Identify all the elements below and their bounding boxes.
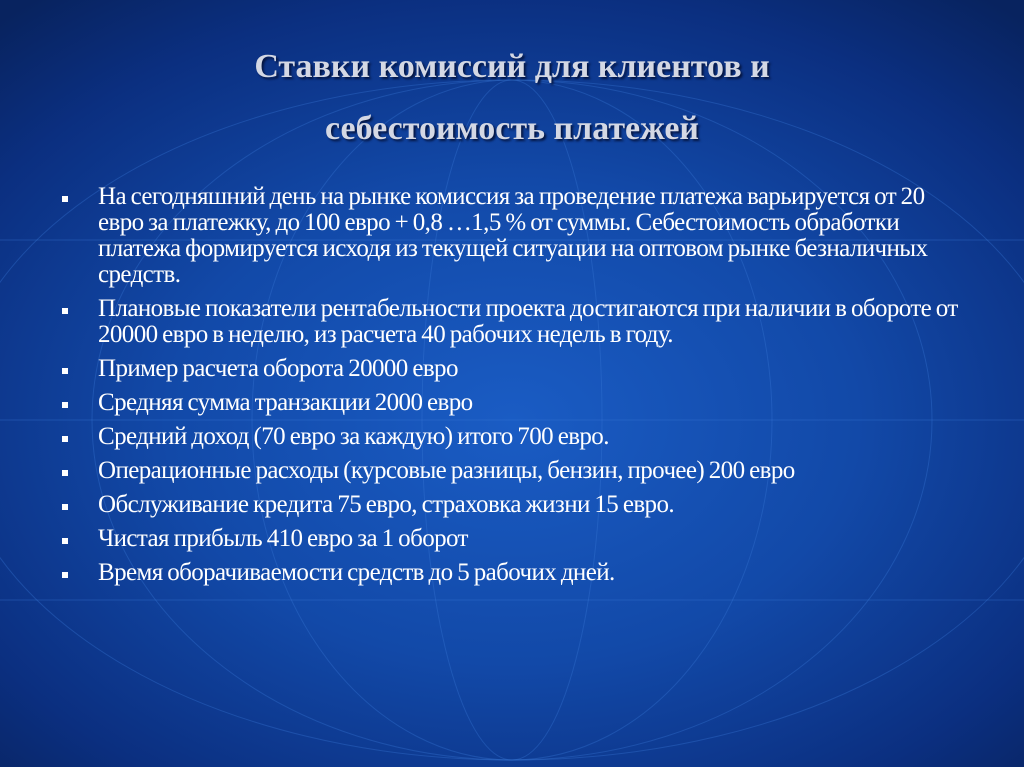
list-item (62, 492, 972, 518)
bullet-square-icon (62, 196, 68, 202)
list-item-text: Средняя сумма транзакции 2000 евро (98, 389, 473, 416)
list-item-text: Плановые показатели рентабельности проекта достигаются при наличии в обороте от 20000 евро в неделю, из расчета 40 рабочих недель в году. (98, 295, 958, 348)
list-item (62, 526, 972, 552)
list-item-text: Обслуживание кредита 75 евро, страховка жизни 15 евро. (98, 491, 675, 518)
list-item-text: Пример расчета оборота 20000 евро (98, 355, 458, 382)
title-line-2: себестоимость платежей (324, 110, 700, 147)
bullet-square-icon (62, 504, 68, 510)
bullet-square-icon (62, 308, 68, 314)
bullet-square-icon (62, 572, 68, 578)
bullet-square-icon (62, 402, 68, 408)
list-item (62, 296, 972, 348)
bullet-square-icon (62, 470, 68, 476)
list-item (62, 184, 972, 288)
list-item-text: Чистая прибыль 410 евро за 1 оборот (98, 525, 468, 552)
bullet-list (62, 184, 972, 594)
bullet-square-icon (62, 368, 68, 374)
title-line-1: Ставки комиссий для клиентов и (254, 48, 770, 85)
list-item (62, 458, 972, 484)
list-item (62, 560, 972, 586)
bullet-square-icon (62, 538, 68, 544)
bullet-square-icon (62, 436, 68, 442)
list-item-text: Время оборачиваемости средств до 5 рабочих дней. (98, 559, 615, 586)
list-item (62, 390, 972, 416)
list-item-text: Средний доход (70 евро за каждую) итого 700 евро. (98, 423, 609, 450)
list-item-text: На сегодняшний день на рынке комиссия за проведение платежа варьируется от 20 евро за платежку, до 100 евро + 0,8 …1,5 % от суммы. Себестоимость обработки платежа формируется исходя из текущей ситуации на оптовом рынке безналичных средств. (98, 183, 928, 288)
list-item (62, 356, 972, 382)
list-item-text: Операционные расходы (курсовые разницы, бензин, прочее) 200 евро (98, 457, 795, 484)
list-item (62, 424, 972, 450)
slide-title (60, 36, 964, 160)
